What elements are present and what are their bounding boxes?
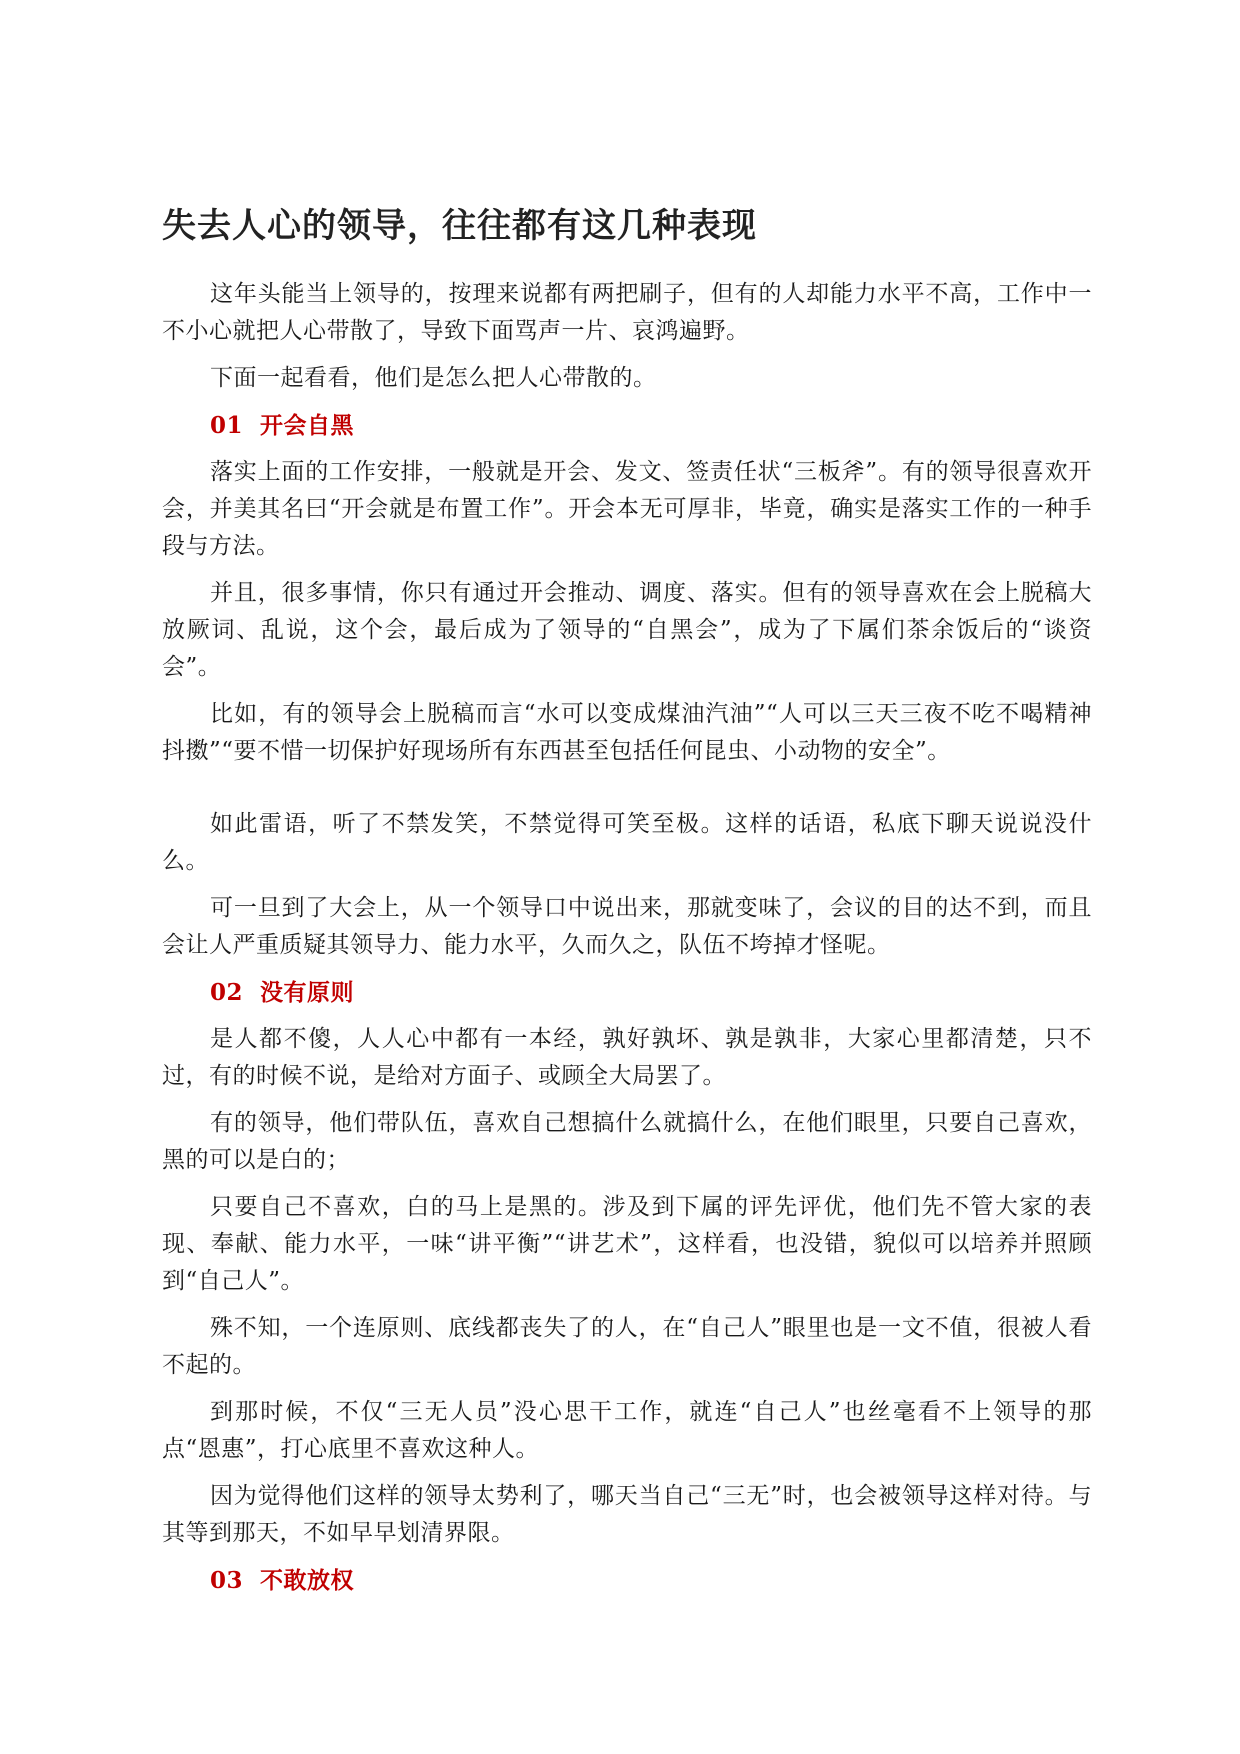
paragraph: 是人都不傻，人人心中都有一本经，孰好孰坏、孰是孰非，大家心里都清楚，只不过，有的时候不说，是给对方面子、或顾全大局罢了。	[162, 1026, 1092, 1089]
document-title: 失去人心的领导，往往都有这几种表现	[162, 206, 757, 246]
paragraph: 落实上面的工作安排，一般就是开会、发文、签责任状“三板斧”。有的领导很喜欢开会，并美其名曰“开会就是布置工作”。开会本无可厚非，毕竟，确实是落实工作的一种手段与方法。	[162, 459, 1092, 559]
section-title: 没有原则	[260, 979, 354, 1006]
paragraph: 并且，很多事情，你只有通过开会推动、调度、落实。但有的领导喜欢在会上脱稿大放厥词、乱说，这个会，最后成为了领导的“自黑会”，成为了下属们茶余饭后的“谈资会”。	[162, 580, 1092, 680]
document-page	[162, 202, 1092, 1609]
section-number: 03	[210, 1567, 244, 1594]
section-heading-03	[210, 1562, 1092, 1599]
section-heading-02	[210, 974, 1092, 1011]
paragraph: 有的领导，他们带队伍，喜欢自己想搞什么就搞什么，在他们眼里，只要自己喜欢，黑的可以是白的；	[162, 1110, 1092, 1173]
paragraph: 殊不知，一个连原则、底线都丧失了的人，在“自己人”眼里也是一文不值，很被人看不起的。	[162, 1315, 1092, 1378]
paragraph: 如此雷语，听了不禁发笑，不禁觉得可笑至极。这样的话语，私底下聊天说说没什么。	[162, 811, 1092, 874]
section-title: 开会自黑	[260, 412, 354, 439]
paragraph: 比如，有的领导会上脱稿而言“水可以变成煤油汽油”“人可以三天三夜不吃不喝精神抖擞”“要不惜一切保护好现场所有东西甚至包括任何昆虫、小动物的安全”。	[162, 701, 1092, 764]
paragraph: 可一旦到了大会上，从一个领导口中说出来，那就变味了，会议的目的达不到，而且会让人严重质疑其领导力、能力水平，久而久之，队伍不垮掉才怪呢。	[162, 895, 1092, 958]
paragraph: 下面一起看看，他们是怎么把人心带散的。	[210, 365, 657, 391]
section-number: 02	[210, 979, 244, 1006]
paragraph: 因为觉得他们这样的领导太势利了，哪天当自己“三无”时，也会被领导这样对待。与其等到那天，不如早早划清界限。	[162, 1483, 1092, 1546]
paragraph: 到那时候，不仅“三无人员”没心思干工作，就连“自己人”也丝毫看不上领导的那点“恩惠”，打心底里不喜欢这种人。	[162, 1399, 1092, 1462]
section-number: 01	[210, 412, 244, 439]
paragraph: 只要自己不喜欢，白的马上是黑的。涉及到下属的评先评优，他们先不管大家的表现、奉献、能力水平，一味“讲平衡”“讲艺术”，这样看，也没错，貌似可以培养并照顾到“自己人”。	[162, 1194, 1092, 1294]
section-heading-01	[210, 407, 1092, 444]
section-title: 不敢放权	[260, 1567, 354, 1594]
paragraph: 这年头能当上领导的，按理来说都有两把刷子，但有的人却能力水平不高，工作中一不小心就把人心带散了，导致下面骂声一片、哀鸿遍野。	[162, 281, 1092, 344]
